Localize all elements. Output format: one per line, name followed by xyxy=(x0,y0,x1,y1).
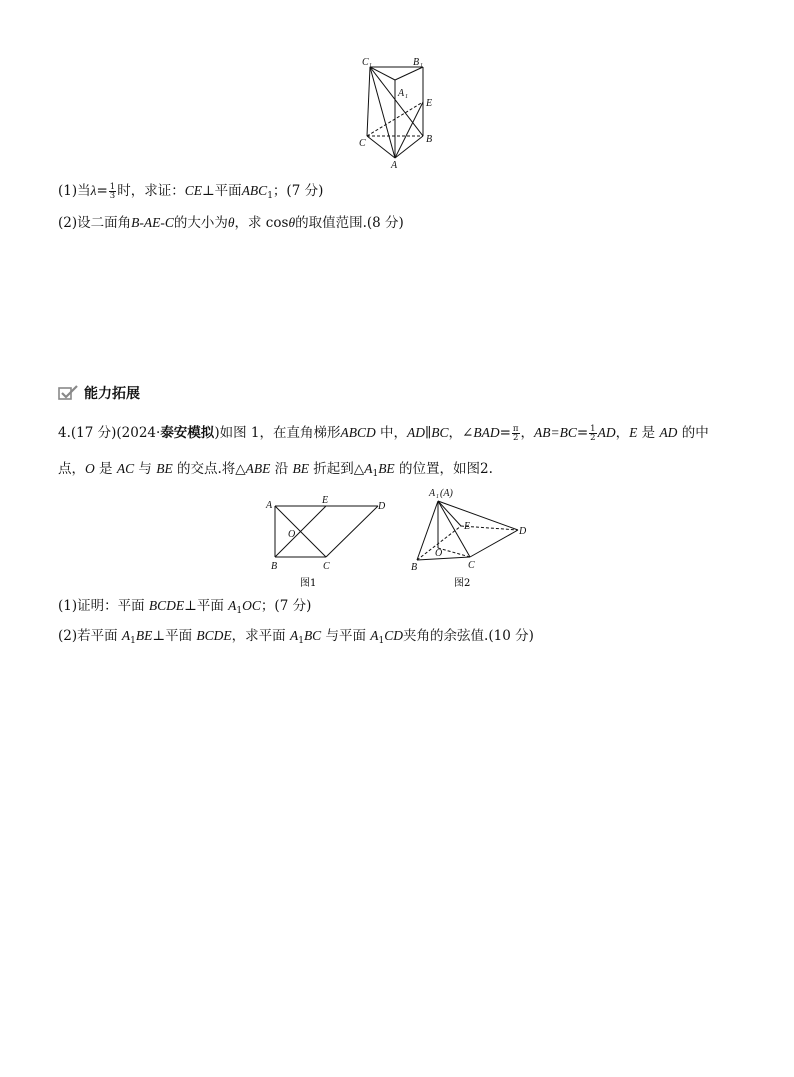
fig2-label-b: B xyxy=(411,562,418,573)
plane-bcde-2: BCDE xyxy=(196,628,232,643)
label-c: C xyxy=(359,138,366,149)
q4-line2-text7: 的位置，如图2. xyxy=(394,461,493,477)
trapezoid-abcd: ABCD xyxy=(340,425,376,440)
q4-line2-text6: 折起到△ xyxy=(309,461,365,477)
fraction-denominator: 3 xyxy=(109,191,116,201)
q4-source: 泰安模拟 xyxy=(160,425,215,441)
fraction-pi-den: 2 xyxy=(512,433,519,443)
plane-a1oc-a: A xyxy=(228,598,237,613)
dihedral-angle: B-AE-C xyxy=(131,215,174,230)
q4-line1-text7: 的中 xyxy=(677,425,709,441)
triangle-abe: ABE xyxy=(245,461,271,476)
segment-ad-2: AD xyxy=(597,425,616,440)
perp-plane-text: ⊥平面 xyxy=(201,183,242,199)
label-e: E xyxy=(426,98,433,109)
q4-number: 4.(17 分)(2024· xyxy=(58,425,161,441)
plane-a1oc-rest: OC xyxy=(242,598,261,613)
q4-part2-mid: ，求平面 xyxy=(231,628,290,644)
plane-a1bc-rest: BC xyxy=(303,628,322,643)
segment-ad: AD xyxy=(407,425,426,440)
q4-line1-text3: ，∠ xyxy=(448,425,474,441)
label-a: A xyxy=(391,160,398,171)
q4-line1 xyxy=(58,424,709,442)
q3-part2-suffix: 的取值范围.(8 分) xyxy=(295,215,404,231)
q4-part1-perp: ⊥平面 xyxy=(184,598,229,614)
lambda-symbol: λ xyxy=(90,183,97,198)
fraction-pi-num: π xyxy=(512,424,519,434)
equals-sign-3: = xyxy=(576,425,589,441)
point-o: O xyxy=(85,461,95,476)
plane-a1cd-a: A xyxy=(370,628,379,643)
q4-line2-text3: 与 xyxy=(134,461,157,477)
label-b1: B xyxy=(413,57,420,68)
fraction-pi-half xyxy=(512,425,520,442)
q4-part2-prefix: (2)若平面 xyxy=(58,628,122,644)
fraction-one-third xyxy=(109,183,116,200)
q4-part1-prefix: (1)证明：平面 xyxy=(58,598,149,614)
fig2-label-d: D xyxy=(519,526,527,537)
theta-symbol: θ xyxy=(227,215,235,230)
plane-abc: ABC xyxy=(241,183,268,198)
q4-line1-text6: 是 xyxy=(637,425,660,441)
theta-symbol-2: θ xyxy=(288,215,296,230)
q3-part1-prefix: (1)当 xyxy=(58,183,91,199)
label-a1: A xyxy=(398,88,405,99)
fraction-half-num: 1 xyxy=(590,424,596,434)
q4-line2 xyxy=(58,460,493,483)
q4-line2-text1: 点， xyxy=(58,461,85,477)
label-a1-sub: 1 xyxy=(405,94,408,100)
q4-line2-text2: 是 xyxy=(94,461,117,477)
q4-part2 xyxy=(58,627,534,650)
fraction-numerator: 1 xyxy=(109,182,116,192)
q3-part1 xyxy=(58,182,323,205)
fig1-label-c: C xyxy=(323,561,330,572)
plane-a1be-rest: BE xyxy=(135,628,153,643)
label-c1: C xyxy=(362,57,369,68)
q4-line2-text5: 沿 xyxy=(270,461,293,477)
segment-bc: BC xyxy=(431,425,449,440)
section-title: 能力拓展 xyxy=(84,386,140,402)
q4-line1-text4: ， xyxy=(520,425,534,441)
q4-part1 xyxy=(58,597,311,620)
triangle-a1be-sub: 1 xyxy=(372,469,379,479)
q3-part1-suffix: ；(7 分) xyxy=(272,183,324,199)
fraction-half-den: 2 xyxy=(590,433,596,443)
q4-part1-suffix: ；(7 分) xyxy=(260,598,312,614)
plane-a1bc-a: A xyxy=(289,628,299,643)
q3-part2 xyxy=(58,214,404,232)
fig2-label-a1-sub: 1 xyxy=(436,494,439,500)
fig2-label-c: C xyxy=(468,560,475,571)
plane-bcde: BCDE xyxy=(148,598,185,613)
fig2-caption: 图2 xyxy=(454,578,471,589)
fig1-label-d: D xyxy=(378,501,386,512)
q3-part2-mid2: ，求 cos xyxy=(234,215,289,231)
equals-sign-2: = xyxy=(499,425,511,441)
q4-line1-text5: ， xyxy=(615,425,630,441)
segment-ce: CE xyxy=(184,183,202,198)
section-heading xyxy=(58,383,140,403)
triangle-a1be-rest: BE xyxy=(378,461,395,476)
fig2-label-e: E xyxy=(464,521,471,532)
plane-a1bc-sub: 1 xyxy=(298,636,304,646)
label-b: B xyxy=(426,134,433,145)
triangle-a1be-a: A xyxy=(364,461,373,476)
q3-part1-mid: 时，求证： xyxy=(117,183,185,199)
plane-a1oc-sub: 1 xyxy=(236,606,243,616)
q4-part2-mid2: 与平面 xyxy=(321,628,371,644)
fig1-caption: 图1 xyxy=(300,578,317,589)
q4-line1-text2: 中， xyxy=(375,425,408,441)
label-c1-sub: 1 xyxy=(369,63,372,69)
segment-be: BE xyxy=(156,461,173,476)
plane-a1cd-sub: 1 xyxy=(378,636,385,646)
segment-ad-3: AD xyxy=(659,425,678,440)
label-b1-sub: 1 xyxy=(420,63,423,69)
plane-a1cd-rest: CD xyxy=(384,628,404,643)
q4-line2-text4: 的交点.将△ xyxy=(172,461,246,477)
fig1-label-a: A xyxy=(266,500,273,511)
fig1-label-b: B xyxy=(271,561,278,572)
section-check-icon xyxy=(58,385,78,401)
plane-abc-sub: 1 xyxy=(267,191,273,201)
q3-part2-prefix: (2)设二面角 xyxy=(58,215,132,231)
q3-part2-mid: 的大小为 xyxy=(173,215,228,231)
plane-a1be-a: A xyxy=(121,628,131,643)
plane-a1be-sub: 1 xyxy=(130,636,136,646)
segment-ac: AC xyxy=(116,461,135,476)
fig2-label-a-paren: (A) xyxy=(440,488,453,499)
q4-part2-perp: ⊥平面 xyxy=(152,628,197,644)
prism-figure xyxy=(355,52,445,172)
fig1-label-o: O xyxy=(288,529,296,540)
parallel-symbol: ∥ xyxy=(425,425,432,441)
segment-be-2: BE xyxy=(292,461,310,476)
fig1-label-e: E xyxy=(322,495,329,506)
equals-sign: = xyxy=(96,183,108,199)
figure-1 xyxy=(262,493,392,591)
q4-part2-suffix: 夹角的余弦值.(10 分) xyxy=(403,628,534,644)
angle-bad: BAD xyxy=(473,425,500,440)
figure-2 xyxy=(405,484,535,592)
ab-equals-bc: AB=BC xyxy=(534,425,577,440)
q4-line1-text1: )如图 1，在直角梯形 xyxy=(214,425,341,441)
point-e: E xyxy=(629,425,638,440)
fig2-label-a1: A xyxy=(429,488,436,499)
fraction-one-half xyxy=(589,425,596,442)
fig2-label-o: O xyxy=(435,548,443,559)
